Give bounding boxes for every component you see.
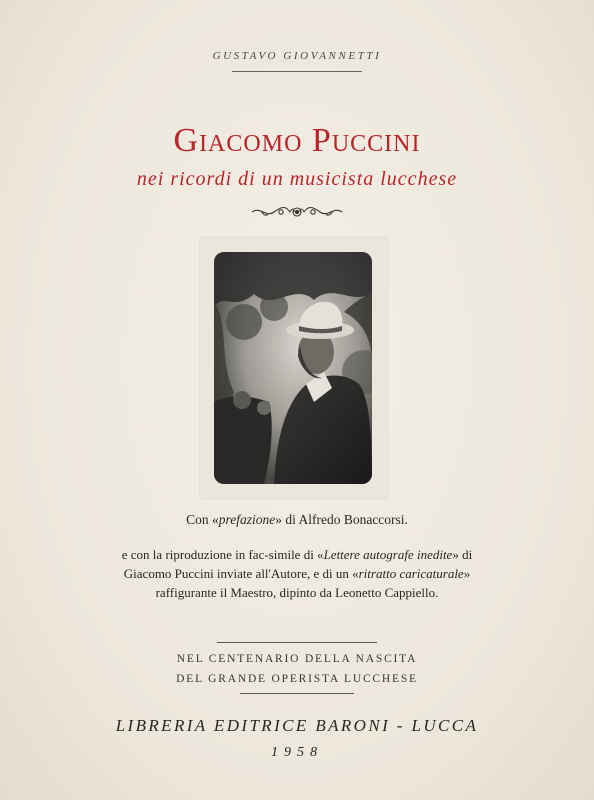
author-name: GUSTAVO GIOVANNETTI bbox=[212, 50, 382, 62]
section-divider-top bbox=[217, 642, 377, 643]
book-subtitle: nei ricordi di un musicista lucchese bbox=[136, 168, 458, 190]
publisher-name: LIBRERIA EDITRICE BARONI - LUCCA bbox=[115, 716, 479, 735]
puccini-portrait-photo bbox=[214, 252, 372, 484]
publication-year: 1958 bbox=[271, 745, 323, 760]
edition-description bbox=[100, 545, 494, 602]
description-part-2: » di Giacomo Puccini inviate all'Autore, e di un « bbox=[123, 547, 473, 581]
preface-prefix: Con « bbox=[186, 512, 219, 527]
book-title: Giacomo Puccini bbox=[173, 122, 421, 159]
preface-italic: prefazione bbox=[218, 512, 276, 527]
section-divider-bottom bbox=[240, 693, 354, 694]
description-italic-2: ritratto caricaturale bbox=[358, 566, 464, 581]
preface-suffix: » di Alfredo Bonaccorsi. bbox=[275, 512, 408, 527]
ornament-flourish-icon bbox=[250, 202, 344, 222]
preface-credit bbox=[0, 512, 594, 528]
centenary-line-2: DEL GRANDE OPERISTA LUCCHESE bbox=[176, 673, 418, 685]
author-divider bbox=[232, 71, 362, 72]
description-part-1: e con la riproduzione in fac-simile di « bbox=[121, 547, 324, 562]
description-italic-1: Lettere autografe inedite bbox=[323, 547, 453, 562]
description-part-3: » raffigurante il Maestro, dipinto da Leonetto Cappiello. bbox=[155, 566, 471, 600]
centenary-line-1: NEL CENTENARIO DELLA NASCITA bbox=[176, 653, 418, 665]
